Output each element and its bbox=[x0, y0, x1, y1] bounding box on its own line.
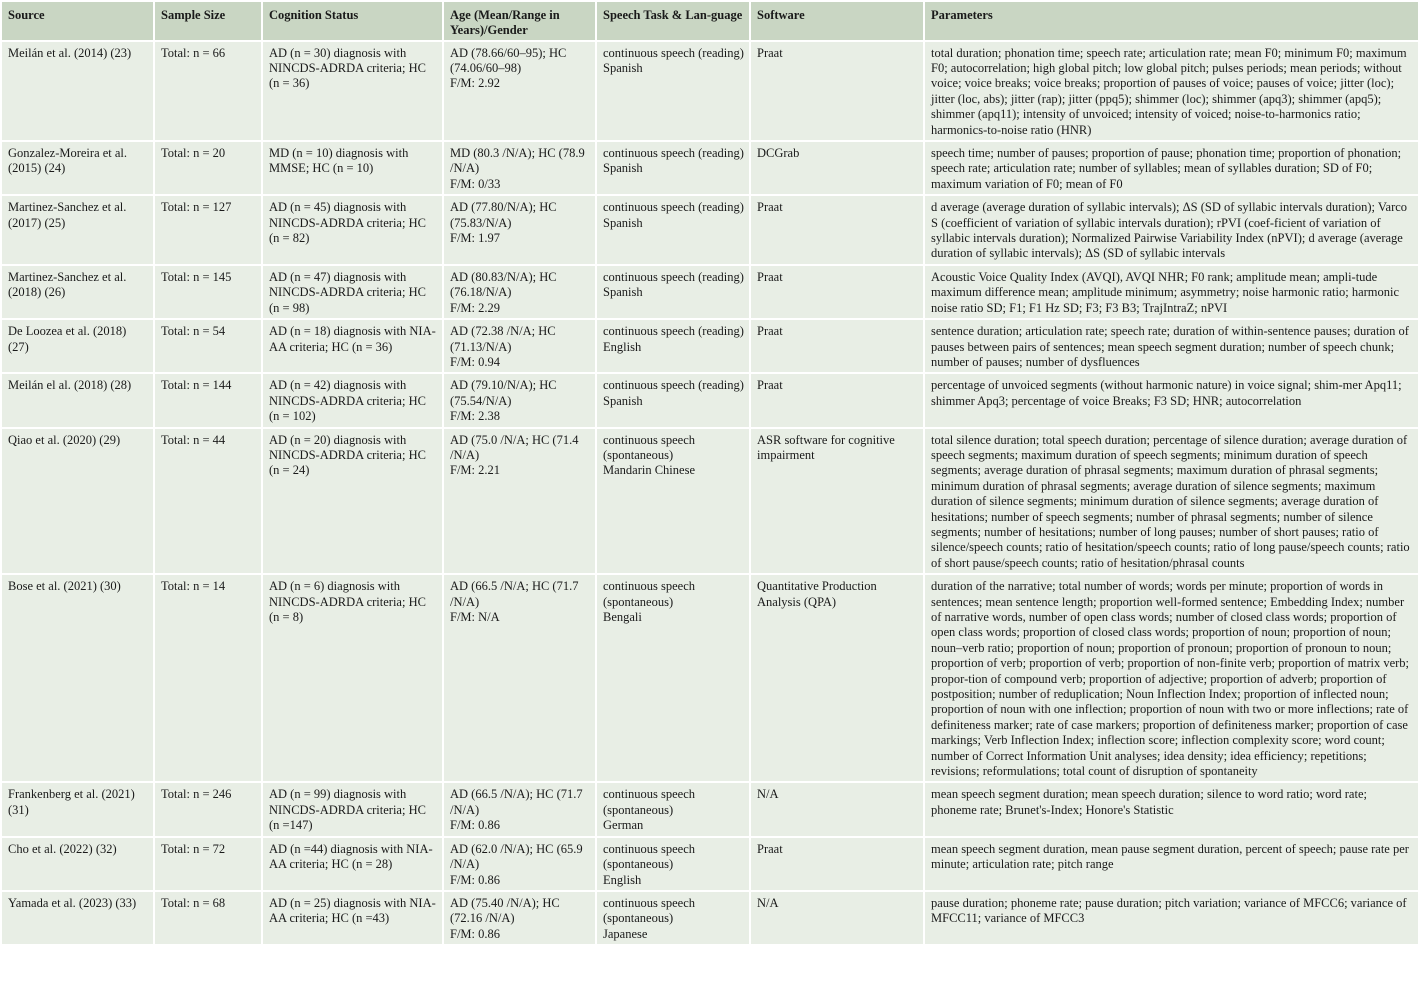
age-gender-cell: AD (79.10/N/A); HC (75.54/N/A) F/M: 2.38 bbox=[443, 373, 596, 427]
table-row bbox=[1, 891, 1418, 945]
age-gender-cell: AD (62.0 /N/A); HC (65.9 /N/A) F/M: 0.86 bbox=[443, 837, 596, 891]
age-gender-cell: AD (75.0 /N/A; HC (71.4 /N/A) F/M: 2.21 bbox=[443, 428, 596, 575]
header-source: Source bbox=[1, 1, 154, 41]
parameters-cell: speech time; number of pauses; proportion of pause; phonation time; proportion of phonation; speech rate; articulation rate; number of syllables; mean of syllables duration; SD of F0; maximum variation of F0; mean of F0 bbox=[924, 141, 1418, 195]
table-row bbox=[1, 195, 1418, 265]
source-cell: Cho et al. (2022) (32) bbox=[1, 837, 154, 891]
age-gender-cell: AD (75.40 /N/A); HC (72.16 /N/A) F/M: 0.86 bbox=[443, 891, 596, 945]
age-gender-cell: AD (80.83/N/A); HC (76.18/N/A) F/M: 2.29 bbox=[443, 265, 596, 319]
age-gender-cell: MD (80.3 /N/A); HC (78.9 /N/A) F/M: 0/33 bbox=[443, 141, 596, 195]
speech-task-cell: continuous speech (reading) Spanish bbox=[596, 141, 750, 195]
cognition-status-cell: AD (n =44) diagnosis with NIA-AA criteria; HC (n = 28) bbox=[262, 837, 443, 891]
header-sample-size: Sample Size bbox=[154, 1, 262, 41]
source-cell: Yamada et al. (2023) (33) bbox=[1, 891, 154, 945]
age-gender-cell: AD (72.38 /N/A; HC (71.13/N/A) F/M: 0.94 bbox=[443, 319, 596, 373]
sample-size-cell: Total: n = 72 bbox=[154, 837, 262, 891]
speech-task-cell: continuous speech (spontaneous) Mandarin Chinese bbox=[596, 428, 750, 575]
table-body bbox=[1, 41, 1418, 945]
cognition-status-cell: AD (n = 30) diagnosis with NINCDS-ADRDA criteria; HC (n = 36) bbox=[262, 41, 443, 141]
table-row bbox=[1, 837, 1418, 891]
software-cell: Praat bbox=[750, 319, 924, 373]
source-cell: Qiao et al. (2020) (29) bbox=[1, 428, 154, 575]
cognition-status-cell: AD (n = 99) diagnosis with NINCDS-ADRDA criteria; HC (n =147) bbox=[262, 782, 443, 836]
age-gender-cell: AD (78.66/60–95); HC (74.06/60–98) F/M: 2.92 bbox=[443, 41, 596, 141]
sample-size-cell: Total: n = 44 bbox=[154, 428, 262, 575]
parameters-cell: pause duration; phoneme rate; pause duration; pitch variation; variance of MFCC6; variance of MFCC11; variance of MFCC3 bbox=[924, 891, 1418, 945]
sample-size-cell: Total: n = 127 bbox=[154, 195, 262, 265]
header-age-gender: Age (Mean/Range in Years)/Gender bbox=[443, 1, 596, 41]
speech-task-cell: continuous speech (reading) Spanish bbox=[596, 373, 750, 427]
cognition-status-cell: AD (n = 18) diagnosis with NIA-AA criteria; HC (n = 36) bbox=[262, 319, 443, 373]
header-parameters: Parameters bbox=[924, 1, 1418, 41]
source-cell: Gonzalez-Moreira et al. (2015) (24) bbox=[1, 141, 154, 195]
parameters-cell: d average (average duration of syllabic intervals); ΔS (SD of syllabic intervals duration); Varco S (coefficient of variation of syllabic intervals duration); rPVI (coef-ficient of variation of syllabic intervals duration); Normalized Pairwise Variability Index (nPVI); d average (average duration of syllabic intervals); ΔS (SD of syllabic intervals bbox=[924, 195, 1418, 265]
sample-size-cell: Total: n = 246 bbox=[154, 782, 262, 836]
speech-task-cell: continuous speech (spontaneous) German bbox=[596, 782, 750, 836]
software-cell: Praat bbox=[750, 41, 924, 141]
header-row bbox=[1, 1, 1418, 41]
parameters-cell: sentence duration; articulation rate; speech rate; duration of within-sentence pauses; duration of pauses between pairs of sentences; mean speech segment duration; number of speech chunk; number of pauses; number of dysfluences bbox=[924, 319, 1418, 373]
parameters-cell: mean speech segment duration; mean speech duration; silence to word ratio; word rate; phoneme rate; Brunet's-Index; Honore's Statistic bbox=[924, 782, 1418, 836]
sample-size-cell: Total: n = 68 bbox=[154, 891, 262, 945]
header-cognition-status: Cognition Status bbox=[262, 1, 443, 41]
software-cell: Praat bbox=[750, 265, 924, 319]
speech-task-cell: continuous speech (reading) Spanish bbox=[596, 195, 750, 265]
parameters-cell: mean speech segment duration, mean pause segment duration, percent of speech; pause rate per minute; articulation rate; pitch range bbox=[924, 837, 1418, 891]
cognition-status-cell: AD (n = 42) diagnosis with NINCDS-ADRDA criteria; HC (n = 102) bbox=[262, 373, 443, 427]
table-row bbox=[1, 141, 1418, 195]
cognition-status-cell: MD (n = 10) diagnosis with MMSE; HC (n = 10) bbox=[262, 141, 443, 195]
software-cell: Praat bbox=[750, 373, 924, 427]
parameters-cell: total silence duration; total speech duration; percentage of silence duration; average duration of speech segments; maximum duration of speech segments; minimum duration of speech segments; average duration of phrasal segments; maximum duration of phrasal segments; minimum duration of phrasal segments; average duration of silence segments; maximum duration of silence segments; minimum duration of silence segments; average duration of hesitations; number of speech segments; number of phrasal segments; number of silence segments; number of hesitations; number of long pauses; number of short pauses; ratio of silence/speech counts; ratio of hesitation/speech counts; ratio of long pause/speech counts; ratio of short pause/speech counts; ratio of hesitation/phrasal counts bbox=[924, 428, 1418, 575]
software-cell: Quantitative Production Analysis (QPA) bbox=[750, 574, 924, 782]
speech-task-cell: continuous speech (spontaneous) English bbox=[596, 837, 750, 891]
cognition-status-cell: AD (n = 20) diagnosis with NINCDS-ADRDA criteria; HC (n = 24) bbox=[262, 428, 443, 575]
software-cell: Praat bbox=[750, 195, 924, 265]
table-row bbox=[1, 782, 1418, 836]
age-gender-cell: AD (66.5 /N/A); HC (71.7 /N/A) F/M: 0.86 bbox=[443, 782, 596, 836]
parameters-cell: total duration; phonation time; speech rate; articulation rate; mean F0; minimum F0; maximum F0; autocorrelation; high global pitch; low global pitch; pulses periods; mean periods; without voice; voice breaks; voice breaks; proportion of pauses of voice; pauses of voice; jitter (loc); jitter (loc, abs); jitter (rap); jitter (ppq5); shimmer (loc); shimmer (apq3); shimmer (apq5); shimmer (apq11); intensity of unvoiced; intensity of voiced; noise-to-harmonics ratio; harmonics-to-noise ratio (HNR) bbox=[924, 41, 1418, 141]
table-row bbox=[1, 574, 1418, 782]
software-cell: N/A bbox=[750, 782, 924, 836]
age-gender-cell: AD (66.5 /N/A; HC (71.7 /N/A) F/M: N/A bbox=[443, 574, 596, 782]
sample-size-cell: Total: n = 145 bbox=[154, 265, 262, 319]
table-row bbox=[1, 265, 1418, 319]
source-cell: Frankenberg et al. (2021) (31) bbox=[1, 782, 154, 836]
table-row bbox=[1, 319, 1418, 373]
source-cell: Martinez-Sanchez et al. (2017) (25) bbox=[1, 195, 154, 265]
cognition-status-cell: AD (n = 45) diagnosis with NINCDS-ADRDA criteria; HC (n = 82) bbox=[262, 195, 443, 265]
cognition-status-cell: AD (n = 6) diagnosis with NINCDS-ADRDA criteria; HC (n = 8) bbox=[262, 574, 443, 782]
source-cell: Bose et al. (2021) (30) bbox=[1, 574, 154, 782]
sample-size-cell: Total: n = 14 bbox=[154, 574, 262, 782]
cognition-status-cell: AD (n = 47) diagnosis with NINCDS-ADRDA criteria; HC (n = 98) bbox=[262, 265, 443, 319]
source-cell: Meilán et al. (2014) (23) bbox=[1, 41, 154, 141]
sample-size-cell: Total: n = 66 bbox=[154, 41, 262, 141]
sample-size-cell: Total: n = 20 bbox=[154, 141, 262, 195]
parameters-cell: duration of the narrative; total number of words; words per minute; proportion of words in sentences; mean sentence length; proportion well-formed sentence; Embedding Index; number of narrative words, number of open class words; number of closed class words; proportion of open class words; proportion of closed class words; proportion of noun; proportion of noun; noun–verb ratio; proportion of noun; proportion of pronoun; proportion of pronoun to noun; proportion of verb; proportion of verb; proportion of non-finite verb; proportion of matrix verb; propor-tion of compound verb; proportion of adjective; proportion of adverb; proportion of postposition; number of reduplication; Noun Inflection Index; proportion of inflected noun; proportion of noun with one inflection; proportion of noun with two or more inflections; rate of definiteness marker; rate of case markers; proportion of definiteness marker; proportion of case markings; Verb Inflection Index; inflection score; inflection complexity score; word count; number of Correct Information Unit analyses; idea density; idea efficiency; repetitions; revisions; reformulations; total count of disruption of spontaneity bbox=[924, 574, 1418, 782]
source-cell: De Loozea et al. (2018) (27) bbox=[1, 319, 154, 373]
parameters-cell: percentage of unvoiced segments (without harmonic nature) in voice signal; shim-mer Apq11; shimmer Apq3; percentage of voice Breaks; F3 SD; HNR; autocorrelation bbox=[924, 373, 1418, 427]
sample-size-cell: Total: n = 144 bbox=[154, 373, 262, 427]
software-cell: N/A bbox=[750, 891, 924, 945]
speech-task-cell: continuous speech (reading) Spanish bbox=[596, 265, 750, 319]
speech-task-cell: continuous speech (reading) English bbox=[596, 319, 750, 373]
table-row bbox=[1, 373, 1418, 427]
speech-task-cell: continuous speech (reading) Spanish bbox=[596, 41, 750, 141]
table-row bbox=[1, 41, 1418, 141]
sample-size-cell: Total: n = 54 bbox=[154, 319, 262, 373]
age-gender-cell: AD (77.80/N/A); HC (75.83/N/A) F/M: 1.97 bbox=[443, 195, 596, 265]
header-speech-task: Speech Task & Lan-guage bbox=[596, 1, 750, 41]
software-cell: ASR software for cognitive impairment bbox=[750, 428, 924, 575]
speech-task-cell: continuous speech (spontaneous) Bengali bbox=[596, 574, 750, 782]
source-cell: Martinez-Sanchez et al. (2018) (26) bbox=[1, 265, 154, 319]
parameters-cell: Acoustic Voice Quality Index (AVQI), AVQI NHR; F0 rank; amplitude mean; ampli-tude maximum difference mean; amplitude minimum; asymmetry; noise harmonic ratio; harmonic noise ratio SD; F1; F1 Hz SD; F3; F3 B3; TrajIntraZ; nPVI bbox=[924, 265, 1418, 319]
source-cell: Meilán el al. (2018) (28) bbox=[1, 373, 154, 427]
software-cell: DCGrab bbox=[750, 141, 924, 195]
cognition-status-cell: AD (n = 25) diagnosis with NIA-AA criteria; HC (n =43) bbox=[262, 891, 443, 945]
software-cell: Praat bbox=[750, 837, 924, 891]
speech-task-cell: continuous speech (spontaneous) Japanese bbox=[596, 891, 750, 945]
table-row bbox=[1, 428, 1418, 575]
header-software: Software bbox=[750, 1, 924, 41]
